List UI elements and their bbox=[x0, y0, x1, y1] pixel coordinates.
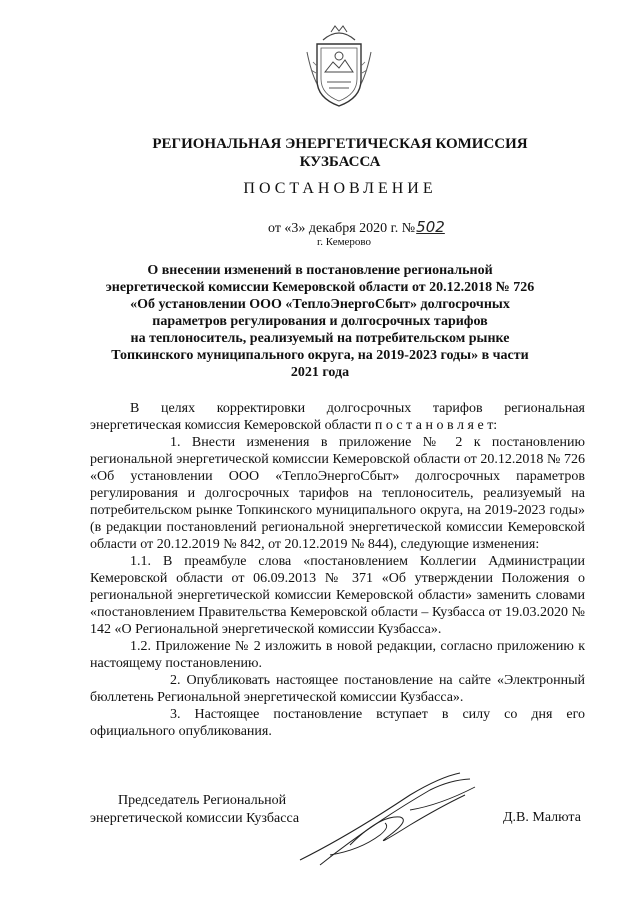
document-number: 502 bbox=[416, 218, 445, 236]
position-line-2: энергетической комиссии Кузбасса bbox=[90, 811, 300, 826]
organization-name bbox=[120, 135, 560, 171]
paragraph-1-number: 1. bbox=[170, 435, 181, 450]
title-line: энергетической комиссии Кемеровской области от 20.12.2018 № 726 bbox=[105, 280, 535, 295]
paragraph-3-text: Настоящее постановление вступает в силу со дня его официального опубликования. bbox=[90, 707, 585, 739]
city: г. Кемерово bbox=[317, 236, 372, 248]
signatory-name: Д.В. Малюта bbox=[503, 810, 581, 825]
paragraph-2-text: Опубликовать настоящее постановление на сайте «Электронный бюллетень Региональной энергетической комиссии Кузбасса». bbox=[90, 673, 586, 705]
handwritten-signature bbox=[290, 765, 490, 875]
document-body bbox=[90, 400, 585, 740]
title-line: 2021 года bbox=[290, 365, 350, 380]
paragraph-3 bbox=[90, 706, 585, 740]
paragraph-1-text: Внести изменения в приложение № 2 к постановлению региональной энергетической комиссии Кемеровской области от 20.12.2018 № 726 «Об установлении ООО «ТеплоЭнергоСбыт» долгосрочных параметров регулирования и долгосрочных тарифов на теплоноситель, реализуемый на потребительском рынке Топкинского муниципального округа, на 2019-2023 годы» (в редакции постановлений региональной энергетической комиссии Кемеровской области от 20.12.2019 № 842, от 20.12.2019 № 844), следующие изменения: bbox=[90, 435, 586, 552]
paragraph-1-2-text: Приложение № 2 изложить в новой редакции, согласно приложению к настоящему постановлению. bbox=[90, 639, 585, 671]
position-line-1: Председатель Региональной bbox=[118, 793, 287, 808]
paragraph-1-2-number: 1.2. bbox=[130, 639, 151, 654]
paragraph-2 bbox=[90, 672, 585, 706]
paragraph-1-1 bbox=[90, 553, 585, 638]
title-line: О внесении изменений в постановление региональной bbox=[147, 263, 493, 278]
paragraph-1 bbox=[90, 434, 585, 553]
date-line bbox=[268, 218, 508, 237]
title-line: параметров регулирования и долгосрочных тарифов bbox=[152, 314, 488, 329]
title-line: на теплоноситель, реализуемый на потребительском рынке bbox=[130, 331, 510, 346]
title-line: «Об установлении ООО «ТеплоЭнергоСбыт» долгосрочных bbox=[130, 297, 510, 312]
date-prefix: от «3» декабря 2020 г. № bbox=[268, 221, 416, 236]
paragraph-2-number: 2. bbox=[170, 673, 181, 688]
org-line-2: КУЗБАССА bbox=[299, 154, 381, 170]
paragraph-1-1-text: В преамбуле слова «постановлением Коллегии Администрации Кемеровской области от 06.09.2013 № 371 «Об утверждении Положения о региональной энергетической комиссии Кемеровской области» заменить словами «постановлением Правительства Кемеровской области – Кузбасса от 19.03.2020 № 142 «О Региональной энергетической комиссии Кузбасса». bbox=[90, 554, 586, 637]
paragraph-1-2 bbox=[90, 638, 585, 672]
org-line-1: РЕГИОНАЛЬНАЯ ЭНЕРГЕТИЧЕСКАЯ КОМИССИЯ bbox=[152, 136, 528, 152]
intro-paragraph: В целях корректировки долгосрочных тарифов региональная энергетическая комиссия Кемеровской области п о с т а н о в л я е т: bbox=[90, 401, 585, 433]
title-line: Топкинского муниципального округа, на 2019-2023 годы» в части bbox=[111, 348, 529, 363]
document-title bbox=[100, 262, 540, 381]
paragraph-3-number: 3. bbox=[170, 707, 181, 722]
coat-of-arms-emblem bbox=[303, 22, 375, 110]
paragraph-1-1-number: 1.1. bbox=[130, 554, 151, 569]
document-type: ПОСТАНОВЛЕНИЕ bbox=[243, 180, 437, 197]
